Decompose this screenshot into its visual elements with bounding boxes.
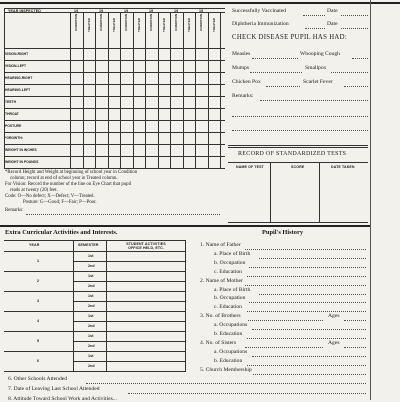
year-prefix: 19 bbox=[174, 8, 179, 13]
history-subquestion: a. Place of Birth bbox=[214, 250, 251, 257]
extra-year-label: 5 bbox=[37, 339, 40, 343]
history-question: 4. No. of Sisters bbox=[200, 339, 237, 346]
scarlet-fever-label: Scarlet Fever bbox=[303, 79, 333, 85]
health-row-label: HEARING-LEFT bbox=[5, 88, 31, 92]
disease-remarks-label: Remarks: bbox=[232, 93, 254, 99]
history-subquestion: a. Occupations bbox=[214, 322, 248, 329]
extra-semester-label: 1st bbox=[88, 254, 94, 258]
treated-col-header: TREATED bbox=[211, 18, 216, 32]
history-subquestion: a. Occupations bbox=[214, 348, 248, 355]
note-line-2: column; record at end of school year in Treated column. bbox=[10, 176, 118, 181]
year-prefix: 19 bbox=[149, 8, 154, 13]
extra-semester-label: 2nd bbox=[88, 324, 95, 328]
history-subquestion: b. Occupation bbox=[214, 295, 246, 302]
condition-col-header: CONDITION bbox=[74, 14, 78, 31]
note-line-1: *Record Height and Weight at beginning of school year in Condition bbox=[5, 170, 138, 175]
diphtheria-label: Diphtheria Immunization bbox=[232, 21, 289, 27]
health-row-label: WEIGHT IN POUNDS bbox=[5, 160, 39, 164]
extra-title: Extra Curricular Activities and Interests. bbox=[5, 229, 118, 236]
extra-header-semester: SEMESTER bbox=[78, 243, 99, 247]
other-schools-label: 6. Other Schools Attended bbox=[8, 376, 68, 382]
history-question: 5. Church Membership bbox=[200, 366, 252, 373]
tests-header-name: NAME OF TEST bbox=[236, 165, 264, 169]
health-row-label: THROAT bbox=[5, 112, 19, 116]
extra-semester-label: 1st bbox=[88, 354, 94, 358]
treated-col-header: TREATED bbox=[86, 18, 91, 32]
extra-semester-label: 1st bbox=[88, 294, 94, 298]
health-row-label: *GROWTH: bbox=[5, 136, 23, 140]
tests-title: RECORD OF STANDARDIZED TESTS bbox=[238, 151, 347, 157]
condition-col-header: CONDITION bbox=[174, 14, 178, 31]
extra-semester-label: 2nd bbox=[88, 364, 95, 368]
remarks-label: Remarks: bbox=[5, 208, 24, 213]
history-subquestion: b. Occupation bbox=[214, 259, 246, 266]
condition-col-header: CONDITION bbox=[149, 14, 153, 31]
ages-label: Ages bbox=[328, 313, 340, 320]
chicken-pox-label: Chicken Pox bbox=[232, 79, 261, 85]
extra-semester-label: 1st bbox=[88, 314, 94, 318]
year-prefix: 19 bbox=[199, 8, 204, 13]
disease-title: CHECK DISEASE PUPIL HAS HAD: bbox=[232, 34, 348, 41]
extra-semester-label: 2nd bbox=[88, 284, 95, 288]
year-inspected-label: YEAR INSPECTED bbox=[8, 8, 41, 13]
health-row-label: HEARING-RIGHT bbox=[5, 76, 33, 80]
history-question: 3. No. of Brothers bbox=[200, 313, 241, 320]
attitude-label: 8. Attitude Toward School Work and Activities... bbox=[8, 396, 117, 402]
extra-header-activities: STUDENT ACTIVITIES OFFICE HELD, ETC. bbox=[126, 242, 166, 250]
extra-year-label: 4 bbox=[37, 319, 40, 323]
measles-label: Measles bbox=[232, 51, 251, 57]
history-subquestion: c. Education bbox=[214, 304, 242, 311]
treated-col-header: TREATED bbox=[186, 18, 191, 32]
health-row-label: WEIGHT IN INCHES bbox=[5, 148, 37, 152]
note-line-4: reads at twenty (20) feet. bbox=[10, 188, 58, 193]
extra-semester-label: 2nd bbox=[88, 304, 95, 308]
health-row-label: VISION-LEFT bbox=[5, 64, 27, 68]
mumps-label: Mumps bbox=[232, 65, 250, 71]
condition-col-header: CONDITION bbox=[124, 14, 128, 31]
extra-semester-label: 1st bbox=[88, 334, 94, 338]
history-subquestion: b. Education bbox=[214, 331, 243, 337]
treated-col-header: TREATED bbox=[161, 18, 166, 32]
note-line-6: Posture: G—Good; F—Fair; P—Poor. bbox=[23, 200, 97, 205]
extra-semester-label: 2nd bbox=[88, 344, 95, 348]
condition-col-header: CONDITION bbox=[99, 14, 103, 31]
extra-header-year: YEAR bbox=[29, 243, 40, 247]
history-title: Pupil's History bbox=[262, 229, 304, 236]
extra-semester-label: 2nd bbox=[88, 264, 95, 268]
note-line-3: For Vision: Record the number of the line on Eye Chart that pupil bbox=[5, 182, 132, 187]
history-question: 1. Name of Father bbox=[200, 242, 241, 248]
extra-year-label: 2 bbox=[37, 279, 40, 283]
extra-year-label: 1 bbox=[37, 259, 40, 263]
extra-year-label: 6 bbox=[37, 359, 40, 363]
year-prefix: 19 bbox=[124, 8, 129, 13]
treated-col-header: TREATED bbox=[111, 18, 116, 32]
health-row-label: VISION-RIGHT bbox=[5, 52, 29, 56]
year-prefix: 19 bbox=[99, 8, 104, 13]
smallpox-label: Smallpox bbox=[305, 65, 327, 71]
vaccinated-label: Successfully Vaccinated bbox=[232, 8, 287, 14]
history-subquestion: b. Education bbox=[214, 357, 243, 364]
date-leaving-label: 7. Date of Leaving Last School Attended bbox=[8, 386, 100, 392]
history-subquestion: a. Place of Birth bbox=[214, 286, 251, 293]
tests-header-date: DATE TAKEN bbox=[331, 165, 355, 169]
treated-col-header: TREATED bbox=[136, 18, 141, 32]
extra-semester-label: 1st bbox=[88, 274, 94, 278]
history-subquestion: c. Education bbox=[214, 268, 242, 275]
year-prefix: 19 bbox=[74, 8, 79, 13]
health-row-label: POSTURE bbox=[5, 124, 22, 128]
condition-col-header: CONDITION bbox=[199, 14, 203, 31]
extra-year-label: 3 bbox=[37, 299, 40, 303]
diphtheria-date-label: Date bbox=[327, 21, 338, 27]
history-question: 2. Name of Mother bbox=[200, 277, 243, 284]
vaccinated-date-label: Date bbox=[327, 8, 338, 14]
tests-header-score: SCORE bbox=[291, 165, 305, 169]
ages-label: Ages bbox=[328, 339, 340, 346]
note-line-5: Code: O—No defect; X—Defect; V—Treated. bbox=[5, 194, 95, 199]
health-row-label: TEETH bbox=[5, 100, 17, 104]
whooping-cough-label: Whooping Cough bbox=[300, 51, 340, 57]
